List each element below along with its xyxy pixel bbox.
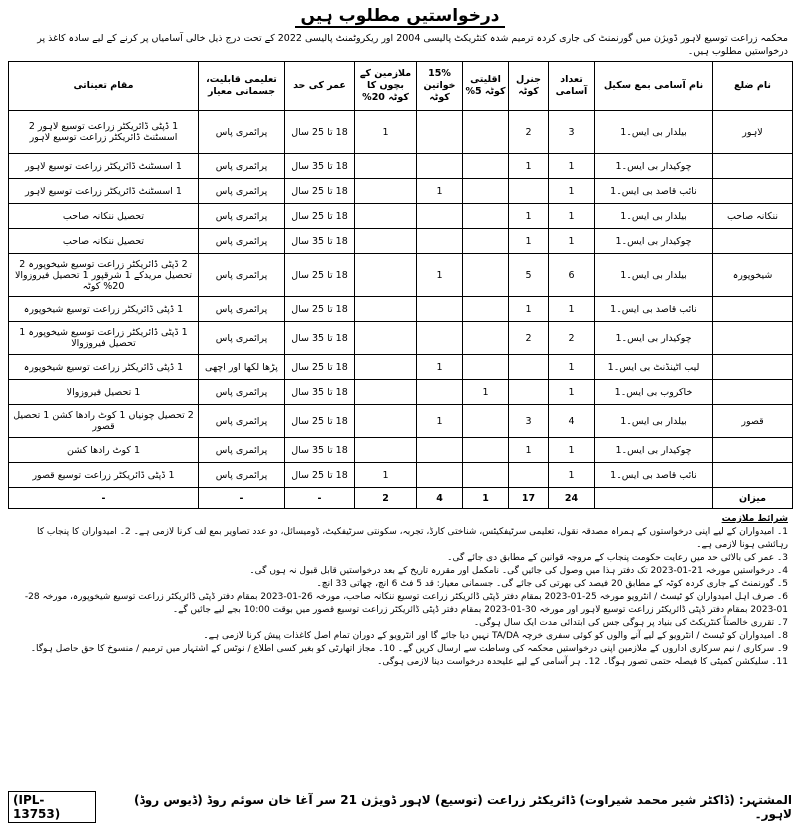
header-total: تعداد آسامی (549, 62, 595, 111)
cell-posting-place: 2 ڈپٹی ڈائریکٹر زراعت توسیع شیخوپورہ 2 تحصیل مریدکے 1 شرقپور 1 تحصیل فیروزوالا 20% کوٹہ (9, 254, 199, 297)
cell-post: چوکیدار بی ایس۔1 (595, 229, 713, 254)
cell-women (417, 229, 463, 254)
cell-district (713, 438, 793, 463)
table-row (9, 179, 793, 204)
table-row (9, 463, 793, 488)
cell-minority (463, 355, 509, 380)
cell-posting-place: 1 ڈپٹی ڈائریکٹر زراعت توسیع لاہور 2 اسسٹنٹ ڈائریکٹر زراعت توسیع لاہور (9, 111, 199, 154)
cell-age: 18 تا 35 سال (285, 322, 355, 355)
cell-total: 1 (549, 438, 595, 463)
header-qualification: تعلیمی قابلیت، جسمانی معیار (199, 62, 285, 111)
cell-women (417, 322, 463, 355)
cell-general: 1 (509, 438, 549, 463)
cell-posting-place: 1 تحصیل فیروزوالا (9, 380, 199, 405)
cell-district (713, 297, 793, 322)
cell-minority: 1 (463, 380, 509, 405)
cell-post: بیلدار بی ایس۔1 (595, 254, 713, 297)
cell-minority (463, 405, 509, 438)
cell-general: 1 (509, 297, 549, 322)
condition-item: 1۔ امیدواران کے لیے اپنی درخواستوں کے ہمراہ مصدقہ نقول، تعلیمی سرٹیفکیٹس، شناختی کارڈ، تجربہ، سکونتی سرٹیفکیٹ، ڈومیسائل، دو عدد تصاویر بمع لف کرنا لازمی ہے۔ 2۔ امیدواران کا پنجاب کا رہائشی ہونا لازمی ہے۔ (36, 527, 788, 550)
cell-district (713, 322, 793, 355)
table-row (9, 405, 793, 438)
cell-district (713, 355, 793, 380)
cell-total: 1 (549, 297, 595, 322)
cell-children (355, 380, 417, 405)
cell-posting-place: 1 ڈپٹی ڈائریکٹر زراعت توسیع شیخوپورہ (9, 297, 199, 322)
header-minority-quota: اقلیتی کوٹہ 5% (463, 62, 509, 111)
cell-district: قصور (713, 405, 793, 438)
cell-qualification: پرائمری پاس (199, 322, 285, 355)
ipl-number: (IPL-13753) (8, 791, 96, 823)
cell-total: 1 (549, 463, 595, 488)
conditions-heading: شرائط ملازمت (721, 514, 788, 524)
cell-total: 1 (549, 355, 595, 380)
cell-district (713, 154, 793, 179)
condition-item: 6۔ صرف اہل امیدواران کو ٹیسٹ / انٹرویو مورخہ 25-01-2023 بمقام دفتر ڈپٹی ڈائریکٹر زراعت توسیع ننکانہ صاحب، مورخہ 26-01-2023 بمقام دفتر ڈپٹی ڈائریکٹر زراعت توسیع شیخوپورہ، مورخہ 28-01-2023 بمقام دفتر ڈپٹی ڈائریکٹر زراعت توسیع لاہور اور مورخہ 30-01-2023 بمقام دفتر ڈپٹی ڈائریکٹر زراعت توسیع قصور میں بوقت 10:00 بجے لیے جائیں گے۔ (24, 592, 788, 615)
cell-post: بیلدار بی ایس۔1 (595, 405, 713, 438)
cell-women: 1 (417, 254, 463, 297)
total-children: 2 (355, 488, 417, 509)
cell-age: 18 تا 35 سال (285, 229, 355, 254)
cell-posting-place: تحصیل ننکانہ صاحب (9, 229, 199, 254)
total-general: 17 (509, 488, 549, 509)
cell-women (417, 463, 463, 488)
cell-general (509, 380, 549, 405)
cell-children (355, 179, 417, 204)
table-row (9, 204, 793, 229)
footer (8, 793, 792, 821)
cell-total: 4 (549, 405, 595, 438)
cell-women: 1 (417, 355, 463, 380)
cell-qualification: پرائمری پاس (199, 254, 285, 297)
cell-post: بیلدار بی ایس۔1 (595, 204, 713, 229)
cell-age: 18 تا 35 سال (285, 154, 355, 179)
cell-posting-place: تحصیل ننکانہ صاحب (9, 204, 199, 229)
cell-women: 1 (417, 179, 463, 204)
cell-posting-place: 1 ڈپٹی ڈائریکٹر زراعت توسیع قصور (9, 463, 199, 488)
title-wrap (8, 6, 792, 30)
cell-children (355, 355, 417, 380)
cell-post: لیب اٹینڈنٹ بی ایس۔1 (595, 355, 713, 380)
cell-total: 1 (549, 204, 595, 229)
cell-post: چوکیدار بی ایس۔1 (595, 154, 713, 179)
cell-children (355, 204, 417, 229)
cell-age: 18 تا 35 سال (285, 380, 355, 405)
cell-general: 1 (509, 229, 549, 254)
cell-qualification: پرائمری پاس (199, 405, 285, 438)
cell-age: 18 تا 25 سال (285, 405, 355, 438)
vacancies-table (8, 61, 793, 509)
conditions-section (12, 513, 788, 669)
cell-posting-place: 1 ڈپٹی ڈائریکٹر زراعت توسیع شیخوپورہ (9, 355, 199, 380)
cell-general: 5 (509, 254, 549, 297)
cell-total: 1 (549, 154, 595, 179)
table-row (9, 229, 793, 254)
cell-post: نائب قاصد بی ایس۔1 (595, 179, 713, 204)
cell-women: 1 (417, 405, 463, 438)
cell-general: 3 (509, 405, 549, 438)
cell-women (417, 297, 463, 322)
cell-age: 18 تا 25 سال (285, 463, 355, 488)
cell-total: 1 (549, 380, 595, 405)
cell-posting-place: 1 اسسٹنٹ ڈائریکٹر زراعت توسیع لاہور (9, 154, 199, 179)
total-women: 4 (417, 488, 463, 509)
header-posting-place: مقام تعیناتی (9, 62, 199, 111)
table-row (9, 380, 793, 405)
cell-women (417, 380, 463, 405)
cell-post: خاکروب بی ایس۔1 (595, 380, 713, 405)
cell-minority (463, 204, 509, 229)
cell-posting-place: 2 تحصیل چونیاں 1 کوٹ رادھا کشن 1 تحصیل قصور (9, 405, 199, 438)
cell-women (417, 204, 463, 229)
cell-minority (463, 254, 509, 297)
cell-children: 1 (355, 463, 417, 488)
cell-children (355, 154, 417, 179)
cell-children (355, 322, 417, 355)
condition-item: 9۔ سرکاری / نیم سرکاری اداروں کے ملازمین اپنی درخواستیں محکمہ کی وساطت سے ارسال کریں گے۔ 10۔ مجاز اتھارٹی کو بغیر کسی اطلاع / نوٹس کے اشتہار میں ترمیم / منسوخ کا حق حاصل ہوگا۔ (30, 644, 788, 654)
cell-age: 18 تا 25 سال (285, 204, 355, 229)
cell-age: 18 تا 25 سال (285, 297, 355, 322)
cell-children (355, 229, 417, 254)
table-row (9, 297, 793, 322)
cell-qualification: پرائمری پاس (199, 179, 285, 204)
cell-qualification: پرائمری پاس (199, 204, 285, 229)
total-posts: 24 (549, 488, 595, 509)
cell-post: چوکیدار بی ایس۔1 (595, 438, 713, 463)
cell-post: نائب قاصد بی ایس۔1 (595, 463, 713, 488)
table-body (9, 111, 793, 488)
header-age-limit: عمر کی حد (285, 62, 355, 111)
cell-district (713, 229, 793, 254)
table-row (9, 254, 793, 297)
condition-item: 4۔ درخواستیں مورخہ 21-01-2023 تک دفتر ہذا میں وصول کی جائیں گی۔ نامکمل اور مقررہ تاریخ کے بعد درخواستیں قابل قبول نہ ہوں گی۔ (249, 566, 788, 576)
cell-minority (463, 229, 509, 254)
cell-general: 2 (509, 322, 549, 355)
cell-qualification: پرائمری پاس (199, 463, 285, 488)
cell-general (509, 355, 549, 380)
cell-children (355, 297, 417, 322)
cell-district: شیخوپورہ (713, 254, 793, 297)
cell-minority (463, 438, 509, 463)
cell-age: 18 تا 25 سال (285, 254, 355, 297)
total-label: میزان (713, 488, 793, 509)
table-row (9, 355, 793, 380)
cell-post: نائب قاصد بی ایس۔1 (595, 297, 713, 322)
cell-age: 18 تا 25 سال (285, 355, 355, 380)
cell-minority (463, 111, 509, 154)
cell-posting-place: 1 ڈپٹی ڈائریکٹر زراعت توسیع شیخوپورہ 1 تحصیل فیروزوالا (9, 322, 199, 355)
table-row (9, 438, 793, 463)
cell-district: ننکانہ صاحب (713, 204, 793, 229)
cell-total: 6 (549, 254, 595, 297)
cell-district (713, 380, 793, 405)
cell-district: لاہور (713, 111, 793, 154)
cell-post: بیلدار بی ایس۔1 (595, 111, 713, 154)
cell-age: 18 تا 25 سال (285, 111, 355, 154)
total-place: - (9, 488, 199, 509)
cell-qualification: پرائمری پاس (199, 154, 285, 179)
cell-minority (463, 297, 509, 322)
cell-general: 2 (509, 111, 549, 154)
header-district: نام ضلع (713, 62, 793, 111)
cell-total: 1 (549, 179, 595, 204)
cell-post: چوکیدار بی ایس۔1 (595, 322, 713, 355)
header-children-quota: ملازمین کے بچوں کا کوٹہ 20% (355, 62, 417, 111)
condition-item: 8۔ امیدواران کو ٹیسٹ / انٹرویو کے لیے آنے والوں کو کوئی سفری خرچہ TA/DA نہیں دیا جائے گا اور انٹرویو کے دوران تمام اصل کاغذات پیش کرنا لازمی ہے۔ (203, 631, 788, 641)
cell-general: 1 (509, 154, 549, 179)
page-title: درخواستیں مطلوب ہیں (295, 6, 506, 28)
cell-total: 3 (549, 111, 595, 154)
total-row (9, 488, 793, 509)
cell-posting-place: 1 اسسٹنٹ ڈائریکٹر زراعت توسیع لاہور (9, 179, 199, 204)
table-row (9, 154, 793, 179)
cell-district (713, 179, 793, 204)
cell-qualification: پرائمری پاس (199, 111, 285, 154)
condition-item: 3۔ عمر کی بالائی حد میں رعایت حکومت پنجاب کے مروجہ قوانین کے مطابق دی جائے گی۔ (447, 553, 788, 563)
total-edu: - (199, 488, 285, 509)
cell-women (417, 111, 463, 154)
cell-qualification: پڑھا لکھا اور اچھی (199, 355, 285, 380)
cell-general (509, 463, 549, 488)
cell-qualification: پرائمری پاس (199, 229, 285, 254)
cell-district (713, 463, 793, 488)
cell-age: 18 تا 25 سال (285, 179, 355, 204)
cell-qualification: پرائمری پاس (199, 297, 285, 322)
condition-item: 11۔ سلیکشن کمیٹی کا فیصلہ حتمی تصور ہوگا۔ 12۔ ہر آسامی کے لیے علیحدہ درخواست دینا لازمی ہوگی۔ (377, 657, 788, 667)
condition-item: 5۔ گورنمنٹ کے جاری کردہ کوٹہ کے مطابق 20 فیصد کی بھرتی کی جائے گی۔ جسمانی معیار: قد 5 فٹ 6 انچ، چھاتی 33 انچ۔ (316, 579, 788, 589)
cell-minority (463, 463, 509, 488)
cell-children (355, 254, 417, 297)
cell-children (355, 405, 417, 438)
cell-women (417, 154, 463, 179)
condition-item: 7۔ تقرری خالصتاً کنٹریکٹ کی بنیاد پر ہوگی جس کی ابتدائی مدت ایک سال ہوگی۔ (473, 618, 788, 628)
cell-general: 1 (509, 204, 549, 229)
cell-qualification: پرائمری پاس (199, 380, 285, 405)
header-general-quota: جنرل کوٹہ (509, 62, 549, 111)
cell-women (417, 438, 463, 463)
header-post: نام آسامی بمع سکیل (595, 62, 713, 111)
cell-posting-place: 1 کوٹ رادھا کشن (9, 438, 199, 463)
table-header-row (9, 62, 793, 111)
table-row (9, 111, 793, 154)
intro-text: محکمہ زراعت توسیع لاہور ڈویژن میں گورنمنٹ کی جاری کردہ ترمیم شدہ کنٹریکٹ پالیسی 2004 اور ریکروٹمنٹ پالیسی 2022 کے تحت درج ذیل خالی آسامیاں پر کرنے کے لیے سادہ کاغذ پر درخواستیں مطلوب ہیں۔ (37, 33, 788, 57)
cell-minority (463, 179, 509, 204)
cell-minority (463, 322, 509, 355)
table-row (9, 322, 793, 355)
header-women-quota: 15% خواتین کوٹہ (417, 62, 463, 111)
cell-children: 1 (355, 111, 417, 154)
cell-total: 2 (549, 322, 595, 355)
total-minority: 1 (463, 488, 509, 509)
cell-minority (463, 154, 509, 179)
cell-general (509, 179, 549, 204)
total-post (595, 488, 713, 509)
cell-age: 18 تا 35 سال (285, 438, 355, 463)
cell-qualification: پرائمری پاس (199, 438, 285, 463)
cell-children (355, 438, 417, 463)
cell-total: 1 (549, 229, 595, 254)
total-age: - (285, 488, 355, 509)
advertiser: المشتہر: (ڈاکٹر شیر محمد شیراوت) ڈائریکٹر زراعت (توسیع) لاہور ڈویژن 21 سر آغا خان سوئم روڈ (ڈیوس روڈ) لاہور۔ (133, 793, 792, 821)
